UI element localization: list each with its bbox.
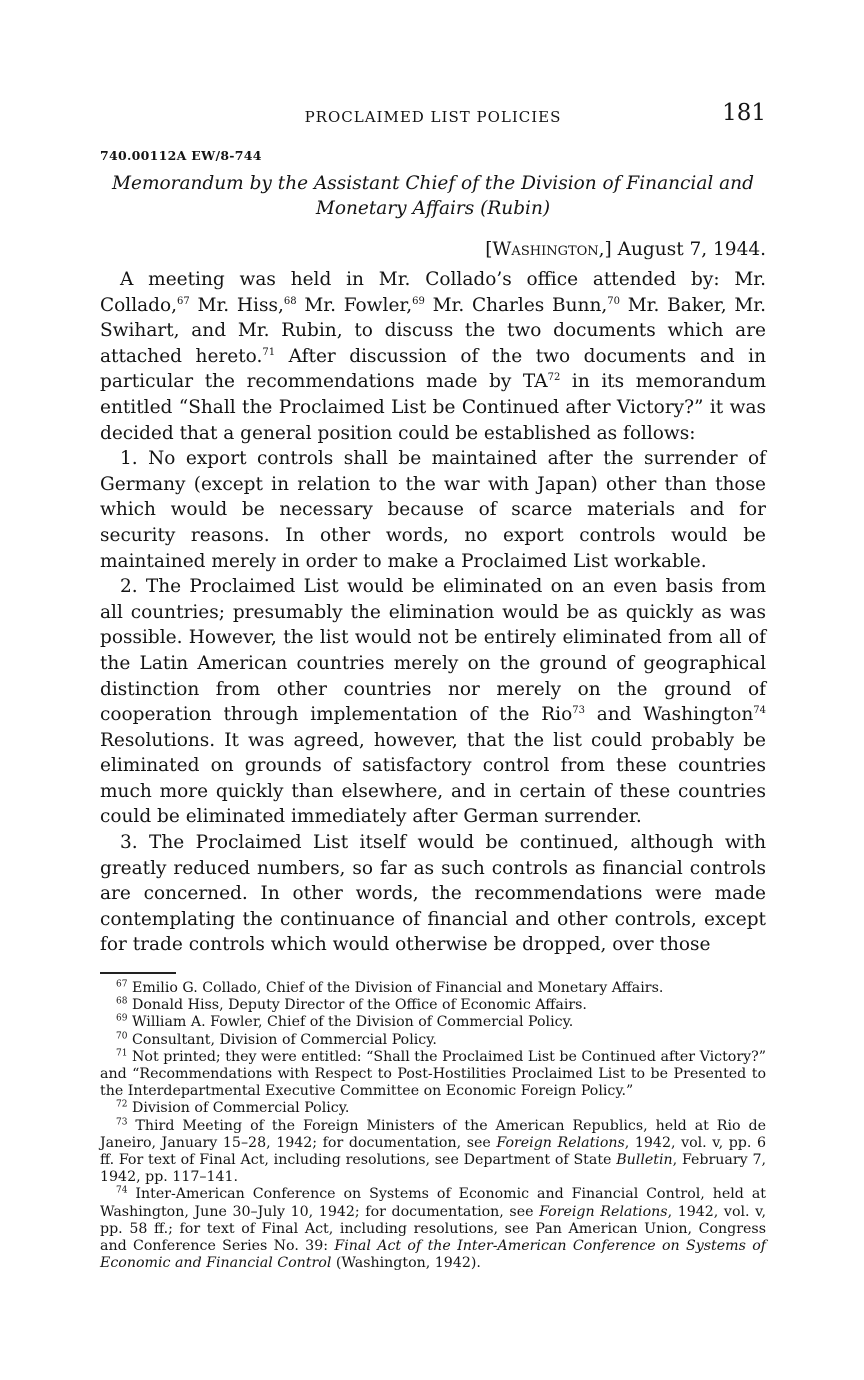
dateline: [Washington,] August 7, 1944. [485, 239, 766, 260]
footnote-67: $^{67}$ Emilio G. Collado, Chief of the Division of Financial and Monetary Affairs. [116, 979, 664, 997]
footnote-divider [100, 972, 176, 974]
footnote-69: $^{69}$ William A. Fowler, Chief of the Division of Commercial Policy. [116, 1013, 574, 1031]
footnote-70: $^{70}$ Consultant, Division of Commercial Policy. [116, 1030, 437, 1048]
title-line-1: Memorandum by the Assistant Chief of the Division of Financial and [112, 173, 754, 194]
running-title: PROCLAIMED LIST POLICIES [304, 108, 562, 126]
author-name: Rubin [487, 198, 543, 219]
numbered-item-2: 2. The Proclaimed List would be eliminated on an even basis from all countries; presumably the elimination would be as quickly as was possible. However, the list would not be entirely eliminated from all of the Latin American countries merely on the ground of geographical distinction from other countries nor merely on the ground of cooperation through implementation of the Rio$^{73}$ and Washington$^{74}$ Resolutions. It was agreed, however, that the list could probably be eliminated on grounds of satisfactory control from these countries much more quickly than elsewhere, and in certain of these countries could be eliminated immediately after German surrender. [100, 576, 766, 828]
footnotes [100, 980, 766, 1272]
memorandum-title [100, 171, 766, 221]
footnote-ref-68[interactable]: 68 [283, 295, 297, 307]
title-line-2: Monetary Affairs (Rubin) [315, 198, 551, 219]
footnote-72: $^{72}$ Division of Commercial Policy. [116, 1099, 350, 1117]
dateline-date: August 7, 1944. [611, 239, 766, 260]
memorandum-body [100, 267, 766, 958]
footnote-ref-71[interactable]: 71 [262, 346, 276, 358]
dateline-place: Washington [492, 239, 599, 260]
footnote-ref-70[interactable]: 70 [607, 295, 620, 307]
footnote-ref-73[interactable]: 73 [572, 704, 585, 716]
numbered-item-1: 1. No export controls shall be maintained after the surrender of Germany (except in relation to the war with Japan) other than those which would be necessary because of scarce materials and for security reasons. In other words, no export controls would be maintained merely in order to make a Proclaimed List workable. [100, 448, 766, 572]
document-page [100, 96, 766, 1272]
document-file-number: 740.00112A EW/8-744 [100, 148, 262, 163]
footnote-ref-67[interactable]: 67 [177, 295, 190, 307]
page-number: 181 [722, 100, 766, 126]
footnote-ref-72[interactable]: 72 [547, 372, 561, 384]
footnote-ref-69[interactable]: 69 [412, 295, 425, 307]
footnote-ref-74[interactable]: 74 [753, 704, 766, 716]
footnote-68: $^{68}$ Donald Hiss, Deputy Director of the Office of Economic Affairs. [116, 996, 587, 1014]
numbered-item-3: 3. The Proclaimed List itself would be continued, although with greatly reduced numbers, so far as such controls as financial controls are concerned. In other words, the recommendations were made contemplating the continuance of financial and other controls, except for trade controls which would otherwise be dropped, over those [100, 832, 766, 956]
footnote-74: $^{74}$ Inter-American Conference on Systems of Economic and Financial Control, held at Washington, June 30–July 10, 1942; for documentation, see Foreign Relations, 1942, vol. v, pp. 58 ff.; for text of Final Act, including resolutions, see Pan American Union, Congress and Conference Series No. 39: Final Act of the Inter-American Conference on Systems of Economic and Financial Control (Washington, 1942). [100, 1185, 766, 1272]
running-header [100, 96, 766, 134]
footnote-71: $^{71}$ Not printed; they were entitled: “Shall the Proclaimed List be Continued after Victory?” and “Recommendations with Respect to Post-Hostilities Proclaimed List to be Presented to the Interdepartmental Executive Committee on Economic Foreign Policy.” [100, 1048, 766, 1100]
intro-paragraph: A meeting was held in Mr. Collado’s office attended by: Mr. Collado,$^{67}$ Mr. Hiss,$^{68}$ Mr. Fowler,$^{69}$ Mr. Charles Bunn,$^{70}$ Mr. Baker, Mr. Swihart, and Mr. Rubin, to discuss the two documents which are attached hereto.$^{71}$ After discussion of the two documents and in particular the recommendations made by TA$^{72}$ in its memorandum entitled “Shall the Proclaimed List be Continued after Victory?” it was decided that a general position could be established as follows: [100, 269, 766, 444]
footnote-73: $^{73}$ Third Meeting of the Foreign Ministers of the American Republics, held at Rio de Janeiro, January 15–28, 1942; for documentation, see Foreign Relations, 1942, vol. v, pp. 6 ff. For text of Final Act, including resolutions, see Department of State Bulletin, February 7, 1942, pp. 117–141. [100, 1116, 766, 1186]
